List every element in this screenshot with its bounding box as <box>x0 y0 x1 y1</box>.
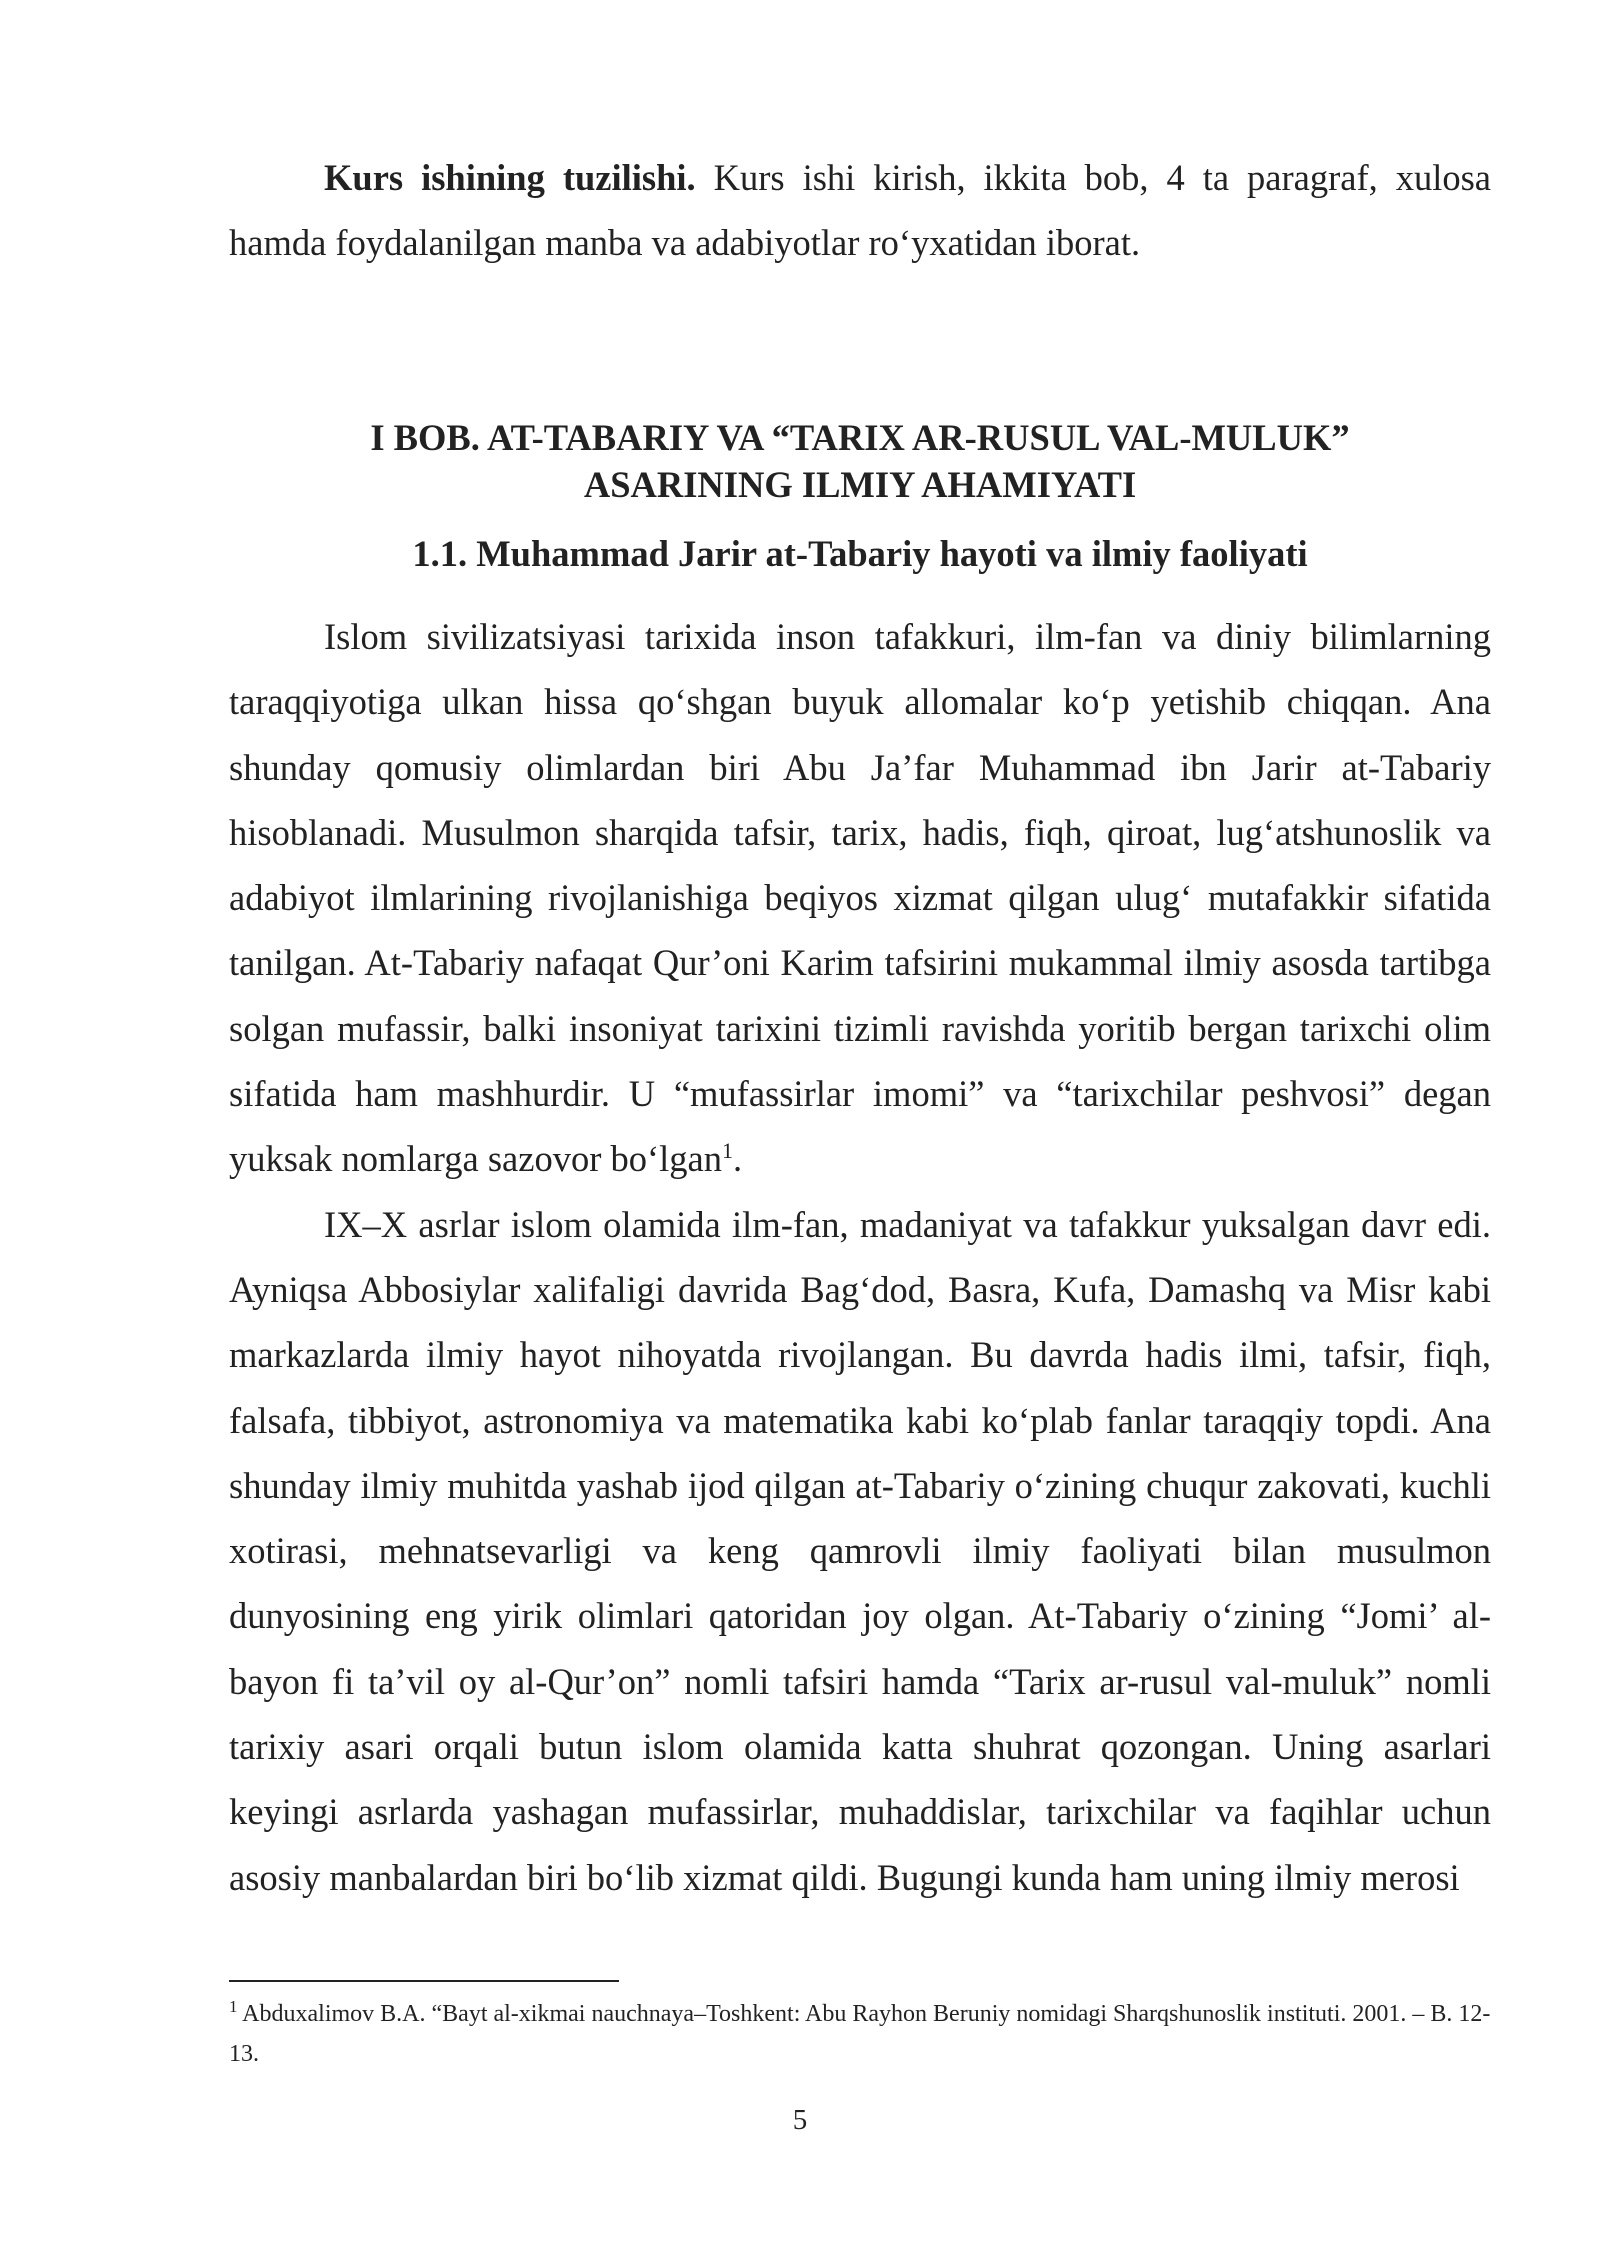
footnote-1 <box>229 1994 1491 2074</box>
body-paragraph-1 <box>229 604 1491 1192</box>
body-text-block <box>229 604 1491 1910</box>
body-paragraph-1-text: Islom sivilizatsiyasi tarixida inson tafakkuri, ilm-fan va diniy bilimlarning taraqqiyotiga ulkan hissa qo‘shgan buyuk allomalar ko‘p yetishib chiqqan. Ana shunday qomusiy olimlardan biri Abu Ja’far Muhammad ibn Jarir at-Tabariy hisoblanadi. Musulmon sharqida tafsir, tarix, hadis, fiqh, qiroat, lug‘atshunoslik va adabiyot ilmlarining rivojlanishiga beqiyos xizmat qilgan ulug‘ mutafakkir sifatida tanilgan. At-Tabariy nafaqat Qur’oni Karim tafsirini mukammal ilmiy asosda tartibga solgan mufassir, balki insoniyat tarixini tizimli ravishda yoritib bergan tarixchi olim sifatida ham mashhurdir. U “mufassirlar imomi” va “tarixchilar peshvosi” degan yuksak nomlarga sazovor bo‘lgan <box>229 616 1491 1180</box>
footnote-text: Abduxalimov B.A. “Bayt al-xikmai nauchnaya–Toshkent: Abu Rayhon Beruniy nomidagi Sharqshunoslik instituti. 2001. – B. 12-13. <box>229 2001 1491 2067</box>
chapter-title <box>229 414 1491 508</box>
intro-text: Kurs ishi kirish, ikkita bob, 4 ta paragraf, xulosa hamda foydalanilgan manba va adabiyotlar ro‘yxatidan iborat. <box>229 157 1492 264</box>
chapter-title-line-2: ASARINING ILMIY AHAMIYATI <box>583 464 1137 505</box>
intro-lead-bold: Kurs ishining tuzilishi. <box>324 157 696 198</box>
footnote-reference-1[interactable]: 1 <box>721 1138 733 1164</box>
intro-paragraph-block <box>229 145 1491 276</box>
footnote-mark: 1 <box>229 1997 238 2016</box>
body-paragraph-1-end: . <box>732 1138 743 1180</box>
intro-paragraph <box>229 145 1491 276</box>
footnote-separator <box>229 1980 619 1982</box>
body-paragraph-2: IX–X asrlar islom olamida ilm-fan, madaniyat va tafakkur yuksalgan davr edi. Ayniqsa Abbosiylar xalifaligi davrida Bag‘dod, Basra, Kufa, Damashq va Misr kabi markazlarda ilmiy hayot nihoyatda rivojlangan. Bu davrda hadis ilmi, tafsir, fiqh, falsafa, tibbiyot, astronomiya va matematika kabi ko‘plab fanlar taraqqiy topdi. Ana shunday ilmiy muhitda yashab ijod qilgan at-Tabariy o‘zining chuqur zakovati, kuchli xotirasi, mehnatsevarligi va keng qamrovli ilmiy faoliyati bilan musulmon dunyosining eng yirik olimlari qatoridan joy olgan. At-Tabariy o‘zining “Jomi’ al-bayon fi ta’vil oy al-Qur’on” nomli tafsiri hamda “Tarix ar-rusul val-muluk” nomli tarixiy asari orqali butun islom olamida katta shuhrat qozongan. Uning asarlari keyingi asrlarda yashagan mufassirlar, muhaddislar, tarixchilar va faqihlar uchun asosiy manbalardan biri bo‘lib xizmat qildi. Bugungi kunda ham uning ilmiy merosi <box>229 1203 1491 1898</box>
page-number: 5 <box>792 2104 808 2136</box>
chapter-title-line-1: I BOB. AT-TABARIY VA “TARIX AR-RUSUL VAL-MULUK” <box>370 417 1350 458</box>
section-title: 1.1. Muhammad Jarir at-Tabariy hayoti va ilmiy faoliyati <box>412 533 1308 574</box>
